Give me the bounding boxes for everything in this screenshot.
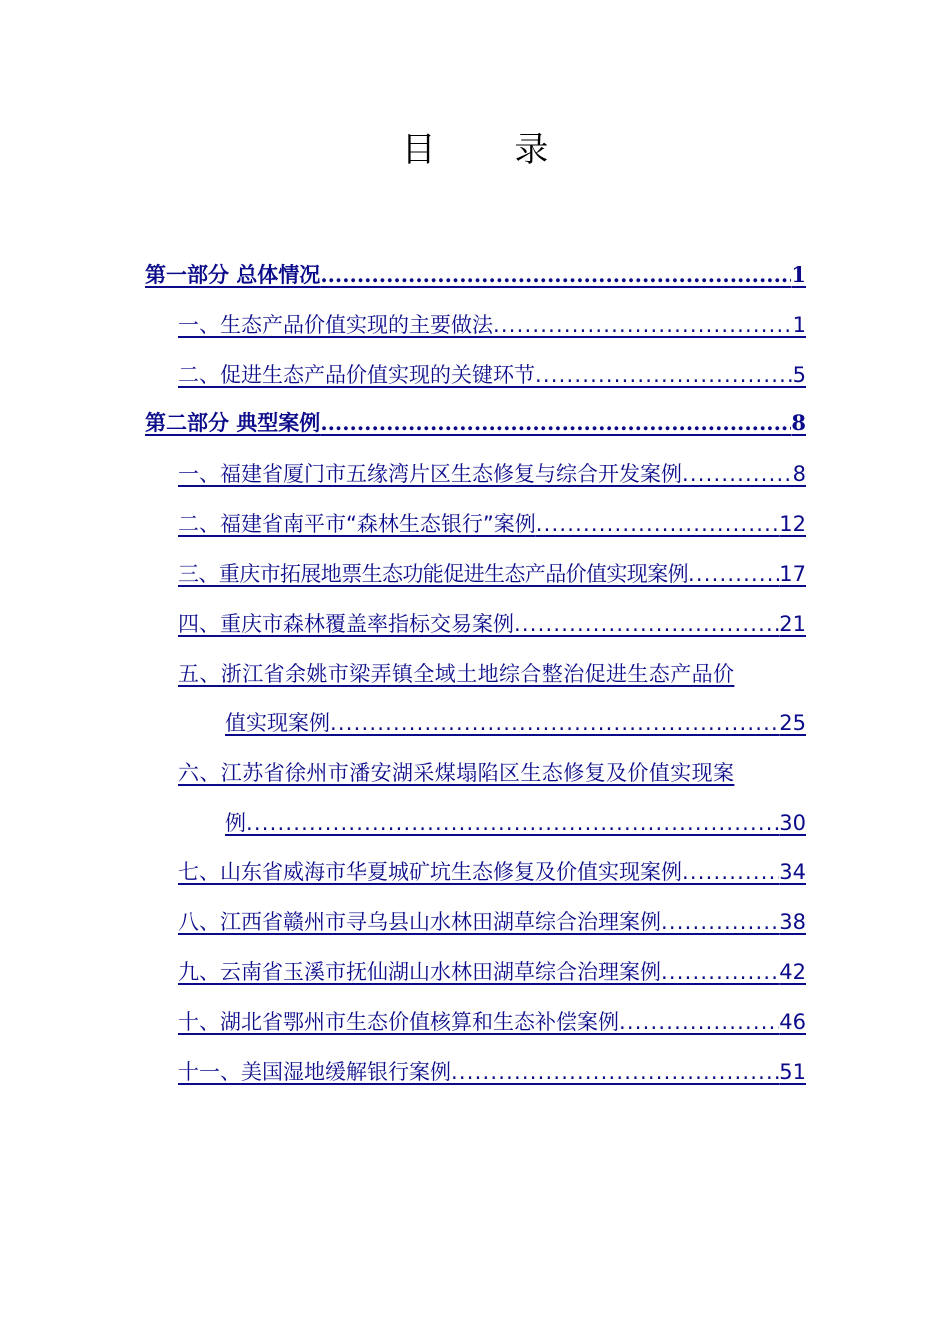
toc-entry-label: 十一、美国湿地缓解银行案例 xyxy=(178,1060,451,1084)
toc-entry-case-11[interactable] xyxy=(178,1057,806,1087)
toc-entry-case-6[interactable] xyxy=(225,808,806,838)
toc-entry-label: 四、重庆市森林覆盖率指标交易案例 xyxy=(178,612,514,636)
toc-leader-dots xyxy=(451,1057,779,1087)
toc-entry-label: 第一部分 总体情况 xyxy=(145,262,321,287)
toc-part-2[interactable] xyxy=(145,408,806,438)
toc-entry-case-7[interactable] xyxy=(178,857,806,887)
toc-page-number: 30 xyxy=(779,811,806,835)
toc-page-number: 12 xyxy=(779,512,806,536)
toc-entry-case-3[interactable] xyxy=(178,559,806,589)
toc-entry-label: 三、重庆市拓展地票生态功能促进生态产品价值实现案例 xyxy=(178,562,688,586)
toc-page-number: 38 xyxy=(779,910,806,934)
toc-leader-dots xyxy=(536,509,780,539)
toc-part-1[interactable] xyxy=(145,260,806,290)
toc-leader-dots xyxy=(688,559,779,589)
toc-leader-dots xyxy=(661,957,779,987)
toc-page-number: 5 xyxy=(792,363,806,387)
toc-leader-dots xyxy=(661,907,779,937)
toc-leader-dots xyxy=(682,857,779,887)
toc-page-number: 34 xyxy=(779,860,806,884)
toc-entry-label: 二、福建省南平市“森林生态银行”案例 xyxy=(178,512,536,536)
toc-page-number: 46 xyxy=(779,1010,806,1034)
toc-entry-p1-2[interactable] xyxy=(178,360,806,390)
toc-leader-dots xyxy=(320,260,791,290)
toc-page-number: 8 xyxy=(792,462,806,486)
toc-entry-label: 一、生态产品价值实现的主要做法 xyxy=(178,313,493,337)
toc-entry-label: 七、山东省威海市华夏城矿坑生态修复及价值实现案例 xyxy=(178,860,682,884)
toc-entry-case-8[interactable] xyxy=(178,907,806,937)
toc-page-number: 21 xyxy=(779,612,806,636)
toc-page-number: 42 xyxy=(779,960,806,984)
toc-leader-dots xyxy=(320,408,791,438)
toc-entry-label: 八、江西省赣州市寻乌县山水林田湖草综合治理案例 xyxy=(178,910,661,934)
toc-entry-case-5[interactable] xyxy=(225,708,806,738)
toc-entry-label: 二、促进生态产品价值实现的关键环节 xyxy=(178,363,535,387)
toc-entry-label: 例 xyxy=(225,811,246,835)
toc-entry-label: 十、湖北省鄂州市生态价值核算和生态补偿案例 xyxy=(178,1010,619,1034)
toc-entry-case-9[interactable] xyxy=(178,957,806,987)
toc-entry-label: 值实现案例 xyxy=(225,711,330,735)
toc-leader-dots xyxy=(514,609,779,639)
toc-leader-dots xyxy=(330,708,779,738)
toc-entry-case-5-line1[interactable]: 五、浙江省余姚市梁弄镇全域土地综合整治促进生态产品价 xyxy=(178,662,735,686)
toc-page-number: 51 xyxy=(779,1060,806,1084)
toc-page-number: 1 xyxy=(791,262,806,287)
toc-entry-case-2[interactable] xyxy=(178,509,806,539)
toc-page-number: 17 xyxy=(779,562,806,586)
toc-page-number: 1 xyxy=(792,313,806,337)
toc-leader-dots xyxy=(246,808,779,838)
toc-leader-dots xyxy=(682,459,793,489)
toc-leader-dots xyxy=(535,360,793,390)
toc-entry-label: 一、福建省厦门市五缘湾片区生态修复与综合开发案例 xyxy=(178,462,682,486)
toc-entry-label: 第二部分 典型案例 xyxy=(145,410,321,435)
toc-entry-case-10[interactable] xyxy=(178,1007,806,1037)
toc-leader-dots xyxy=(619,1007,779,1037)
toc-entry-case-1[interactable] xyxy=(178,459,806,489)
toc-leader-dots xyxy=(493,310,793,340)
toc-entry-case-4[interactable] xyxy=(178,609,806,639)
toc-entry-p1-1[interactable] xyxy=(178,310,806,340)
page-title: 目 录 xyxy=(401,130,583,170)
toc-page-number: 25 xyxy=(779,711,806,735)
toc-entry-label: 九、云南省玉溪市抚仙湖山水林田湖草综合治理案例 xyxy=(178,960,661,984)
toc-page-number: 8 xyxy=(791,410,806,435)
toc-entry-case-6-line1[interactable]: 六、江苏省徐州市潘安湖采煤塌陷区生态修复及价值实现案 xyxy=(178,761,735,785)
